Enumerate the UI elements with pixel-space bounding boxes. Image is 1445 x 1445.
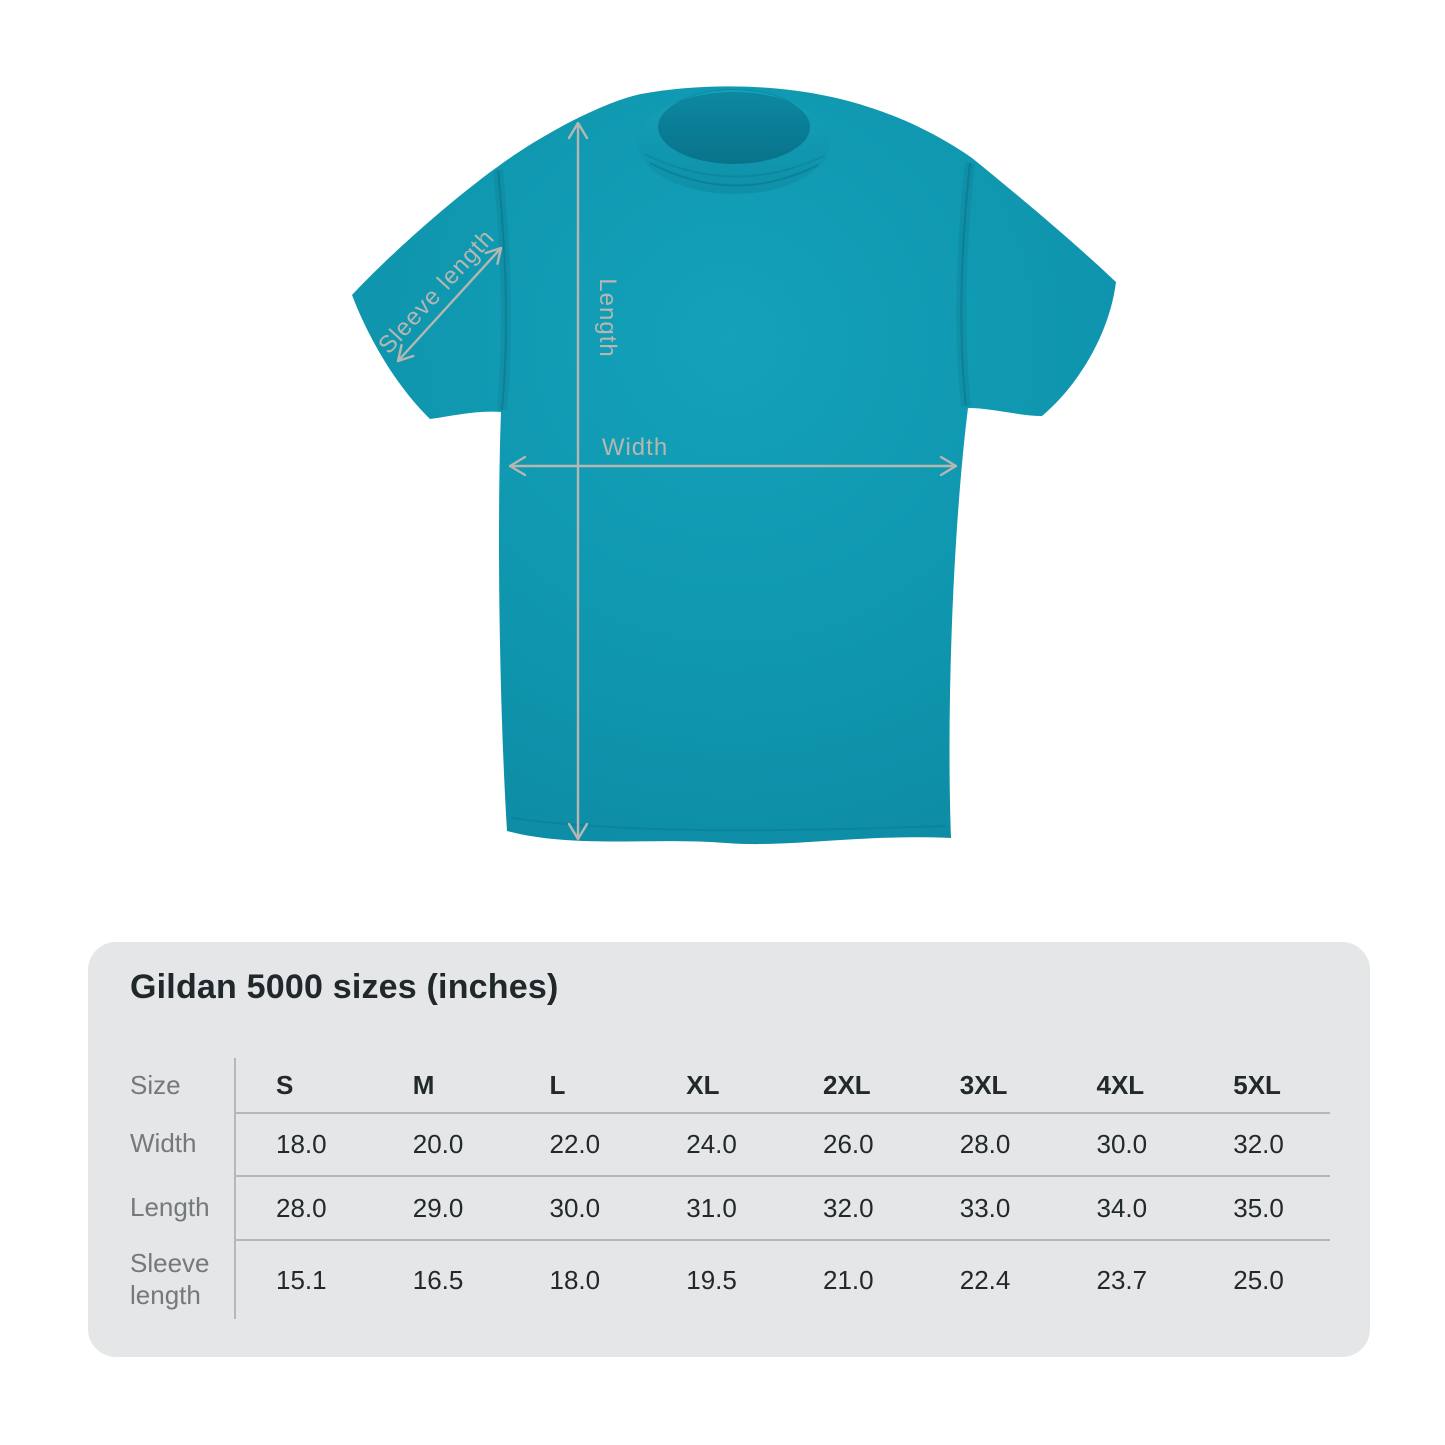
col-header-2xl: 2XL — [823, 1069, 871, 1100]
row-label-length: Length — [130, 1175, 236, 1239]
col-header-xl: XL — [686, 1069, 720, 1100]
table-header-row — [130, 1058, 1330, 1112]
table-cell: 18.0 — [510, 1239, 647, 1319]
panel-title: Gildan 5000 sizes (inches) — [130, 968, 559, 1006]
table-cell: 34.0 — [1057, 1175, 1194, 1239]
row-label-width: Width — [130, 1112, 236, 1175]
table-cell: 35.0 — [1193, 1175, 1330, 1239]
table-cell: 30.0 — [1057, 1112, 1194, 1175]
row-label-sleeve-length: Sleeve length — [130, 1239, 236, 1319]
sleeve-length-label: Sleeve length — [373, 224, 501, 360]
table-cell: 24.0 — [646, 1112, 783, 1175]
table-cell: 30.0 — [510, 1175, 647, 1239]
table-row-length — [130, 1175, 1330, 1239]
table-cell: 18.0 — [236, 1112, 373, 1175]
table-cell: 26.0 — [783, 1112, 920, 1175]
col-header-l: L — [549, 1069, 566, 1100]
col-header-m: M — [412, 1069, 435, 1100]
table-cell: 19.5 — [646, 1239, 783, 1319]
table-cell: 32.0 — [783, 1175, 920, 1239]
col-header-3xl: 3XL — [959, 1069, 1008, 1100]
col-header-4xl: 4XL — [1096, 1069, 1145, 1100]
table-cell: 23.7 — [1057, 1239, 1194, 1319]
table-cell: 15.1 — [236, 1239, 373, 1319]
table-cell: 16.5 — [373, 1239, 510, 1319]
col-header-5xl: 5XL — [1233, 1069, 1281, 1100]
length-label: Length — [594, 278, 621, 358]
row-header-size: Size — [130, 1058, 236, 1112]
table-row-sleeve-length — [130, 1239, 1330, 1319]
table-row-width — [130, 1112, 1330, 1175]
size-table — [130, 1058, 1330, 1319]
table-cell: 22.4 — [920, 1239, 1057, 1319]
table-cell: 22.0 — [510, 1112, 647, 1175]
table-cell: 28.0 — [236, 1175, 373, 1239]
width-label: Width — [601, 434, 669, 461]
table-cell: 28.0 — [920, 1112, 1057, 1175]
table-cell: 20.0 — [373, 1112, 510, 1175]
table-cell: 33.0 — [920, 1175, 1057, 1239]
col-header-s: S — [276, 1069, 294, 1100]
table-cell: 32.0 — [1193, 1112, 1330, 1175]
table-cell: 29.0 — [373, 1175, 510, 1239]
table-cell: 21.0 — [783, 1239, 920, 1319]
table-cell: 25.0 — [1193, 1239, 1330, 1319]
table-cell: 31.0 — [646, 1175, 783, 1239]
size-chart-panel — [88, 942, 1370, 1357]
